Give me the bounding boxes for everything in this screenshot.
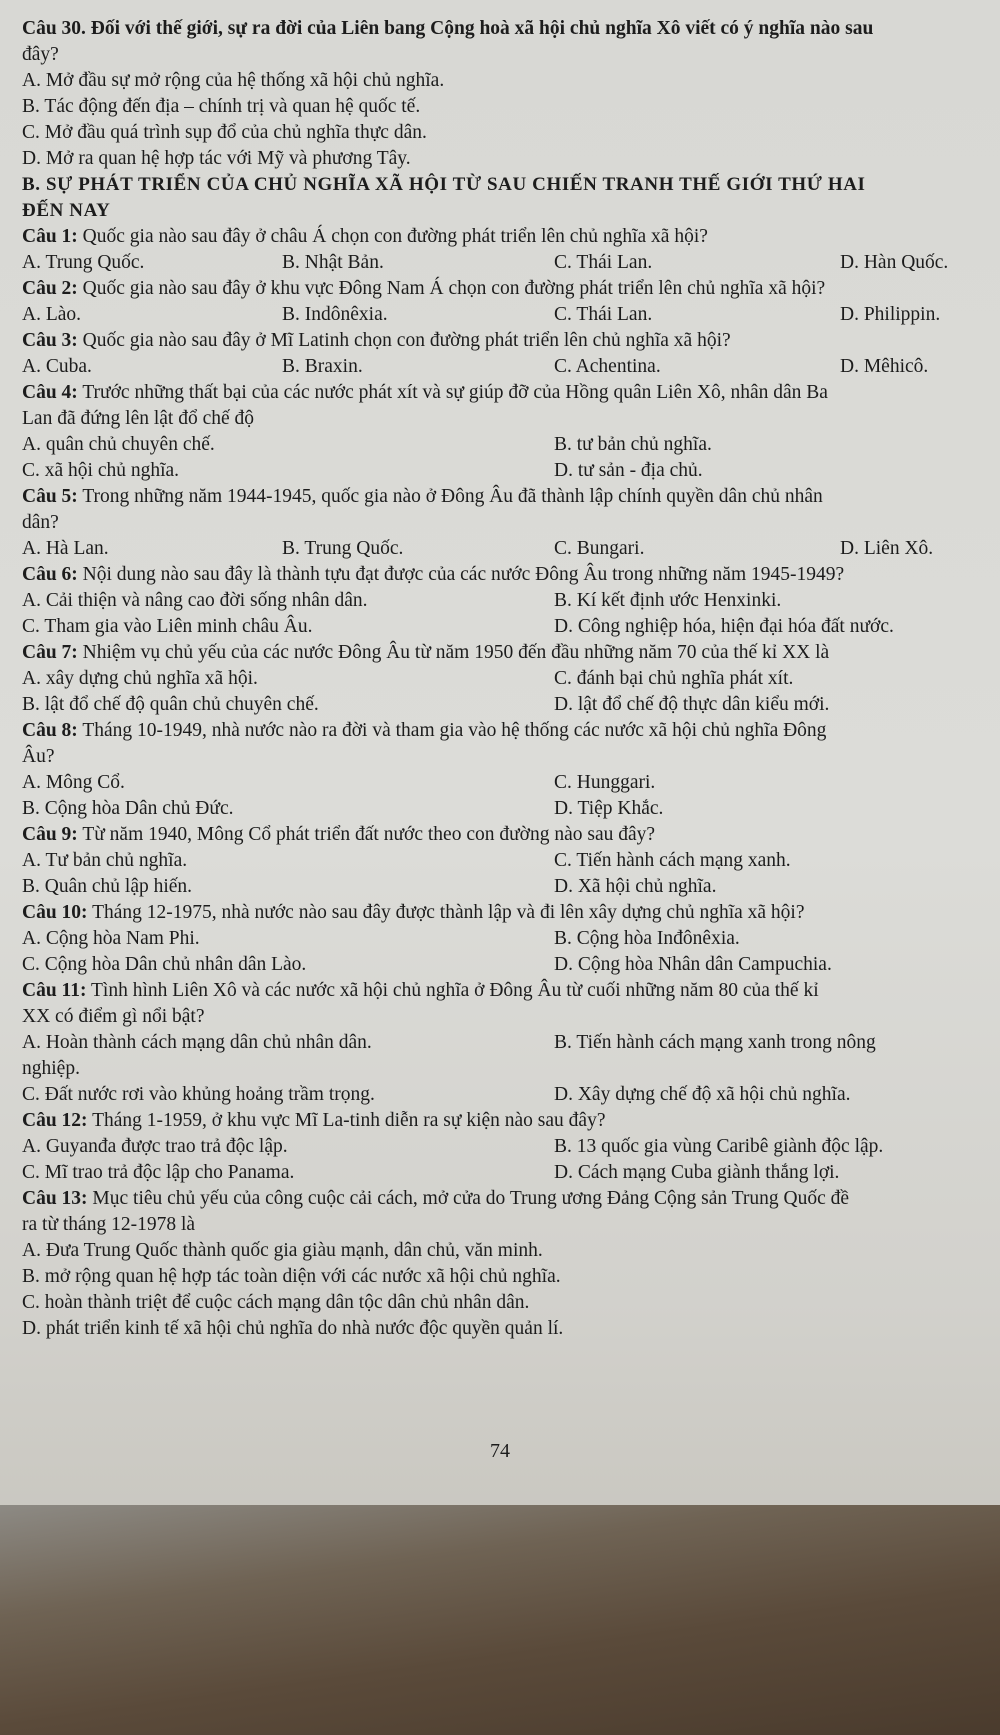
- q8-option-a: A. Mông Cổ.: [22, 772, 125, 793]
- q6-option-b: B. Kí kết định ước Henxinki.: [554, 590, 782, 611]
- q9-options-row-2: [22, 874, 982, 900]
- q13-stem-line-2: ra từ tháng 12-1978 là: [22, 1214, 196, 1235]
- q5-stem-line-2: dân?: [22, 512, 59, 533]
- q7-option-c: C. đánh bại chủ nghĩa phát xít.: [554, 668, 794, 689]
- q8-label: Câu 8:: [22, 720, 78, 741]
- q4-options-row-1: [22, 432, 982, 458]
- q6-option-a: A. Cải thiện và nâng cao đời sống nhân dân.: [22, 590, 368, 611]
- q8-option-b: B. Cộng hòa Dân chủ Đức.: [22, 798, 234, 819]
- q9-stem-text: Từ năm 1940, Mông Cổ phát triển đất nước theo con đường nào sau đây?: [77, 824, 656, 845]
- q8-option-d: D. Tiệp Khắc.: [554, 798, 664, 819]
- q4-option-b: B. tư bản chủ nghĩa.: [554, 434, 712, 455]
- q12-options-row-1: [22, 1134, 982, 1160]
- page-number: 74: [490, 1440, 510, 1462]
- q2-option-c: C. Thái Lan.: [554, 304, 653, 325]
- q1-option-d: D. Hàn Quốc.: [840, 252, 949, 273]
- background-surface: [0, 1505, 1000, 1735]
- q4-options-row-2: [22, 458, 982, 484]
- q5-options: [22, 536, 982, 562]
- q9-option-a: A. Tư bản chủ nghĩa.: [22, 850, 188, 871]
- q6-options-row-1: [22, 588, 982, 614]
- q5-option-a: A. Hà Lan.: [22, 538, 109, 559]
- q9-option-d: D. Xã hội chủ nghĩa.: [554, 876, 717, 897]
- q30-option-d: D. Mở ra quan hệ hợp tác với Mỹ và phương Tây.: [22, 148, 411, 169]
- q11-option-b-line-2: nghiệp.: [22, 1058, 80, 1079]
- q12-option-b: B. 13 quốc gia vùng Caribê giành độc lập.: [554, 1136, 884, 1157]
- q7-option-d: D. lật đổ chế độ thực dân kiểu mới.: [554, 694, 830, 715]
- q6-option-c: C. Tham gia vào Liên minh châu Âu.: [22, 616, 313, 637]
- q6-label: Câu 6:: [22, 564, 78, 585]
- q12-option-a: A. Guyanđa được trao trả độc lập.: [22, 1136, 288, 1157]
- q5-option-b: B. Trung Quốc.: [282, 538, 404, 559]
- q9-label: Câu 9:: [22, 824, 78, 845]
- q11-option-d: D. Xây dựng chế độ xã hội chủ nghĩa.: [554, 1084, 851, 1105]
- q30-stem-line-1: Câu 30. Đối với thế giới, sự ra đời của Liên bang Cộng hoà xã hội chủ nghĩa Xô viết có ý nghĩa nào sau: [22, 18, 874, 39]
- q10-option-a: A. Cộng hòa Nam Phi.: [22, 928, 200, 949]
- q5-stem: [22, 484, 982, 510]
- q8-option-c: C. Hunggari.: [554, 772, 656, 793]
- q11-option-b: B. Tiến hành cách mạng xanh trong nông: [554, 1032, 876, 1053]
- q30-option-b: B. Tác động đến địa – chính trị và quan hệ quốc tế.: [22, 96, 421, 117]
- q30-stem: [22, 16, 982, 42]
- q6-option-d: D. Công nghiệp hóa, hiện đại hóa đất nước.: [554, 616, 894, 637]
- q2-label: Câu 2:: [22, 278, 78, 299]
- q5-stem-text: Trong những năm 1944-1945, quốc gia nào ở Đông Âu đã thành lập chính quyền dân chủ nhân: [77, 486, 823, 507]
- q7-stem-text: Nhiệm vụ chủ yếu của các nước Đông Âu từ năm 1950 đến đầu những năm 70 của thế kỉ XX là: [77, 642, 830, 663]
- q10-stem: [22, 900, 982, 926]
- q4-option-a: A. quân chủ chuyên chế.: [22, 434, 215, 455]
- section-heading-line-2: ĐẾN NAY: [22, 200, 111, 221]
- q2-options: [22, 302, 982, 328]
- q30-option-c: C. Mở đầu quá trình sụp đổ của chủ nghĩa thực dân.: [22, 122, 427, 143]
- q13-option-a: A. Đưa Trung Quốc thành quốc gia giàu mạnh, dân chủ, văn minh.: [22, 1240, 543, 1261]
- q1-option-b: B. Nhật Bản.: [282, 252, 384, 273]
- q4-option-d: D. tư sản - địa chủ.: [554, 460, 703, 481]
- q10-stem-text: Tháng 12-1975, nhà nước nào sau đây được thành lập và đi lên xây dựng chủ nghĩa xã hội?: [87, 902, 805, 923]
- q7-options-row-1: [22, 666, 982, 692]
- q1-stem-text: Quốc gia nào sau đây ở châu Á chọn con đường phát triển lên chủ nghĩa xã hội?: [77, 226, 708, 247]
- q8-options-row-1: [22, 770, 982, 796]
- q6-options-row-2: [22, 614, 982, 640]
- q13-stem-text: Mục tiêu chủ yếu của công cuộc cải cách, mở cửa do Trung ương Đảng Cộng sản Trung Quốc đề: [87, 1188, 850, 1209]
- q1-option-a: A. Trung Quốc.: [22, 252, 145, 273]
- q3-option-b: B. Braxin.: [282, 356, 363, 377]
- q6-stem: [22, 562, 982, 588]
- q10-options-row-2: [22, 952, 982, 978]
- q11-stem-line-2: XX có điểm gì nổi bật?: [22, 1006, 205, 1027]
- q10-option-d: D. Cộng hòa Nhân dân Campuchia.: [554, 954, 832, 975]
- q3-option-a: A. Cuba.: [22, 356, 92, 377]
- q4-label: Câu 4:: [22, 382, 78, 403]
- q1-label: Câu 1:: [22, 226, 78, 247]
- q11-option-a: A. Hoàn thành cách mạng dân chủ nhân dân.: [22, 1032, 372, 1053]
- q11-options-row-2: [22, 1082, 982, 1108]
- q5-option-d: D. Liên Xô.: [840, 538, 934, 559]
- q13-option-d: D. phát triển kinh tế xã hội chủ nghĩa do nhà nước độc quyền quản lí.: [22, 1318, 564, 1339]
- q8-stem-text: Tháng 10-1949, nhà nước nào ra đời và tham gia vào hệ thống các nước xã hội chủ nghĩa Đông: [77, 720, 827, 741]
- q9-option-c: C. Tiến hành cách mạng xanh.: [554, 850, 791, 871]
- q10-options-row-1: [22, 926, 982, 952]
- q8-stem-line-2: Âu?: [22, 746, 55, 767]
- q7-label: Câu 7:: [22, 642, 78, 663]
- q13-label: Câu 13:: [22, 1188, 88, 1209]
- q3-stem: [22, 328, 982, 354]
- q13-option-c: C. hoàn thành triệt để cuộc cách mạng dân tộc dân chủ nhân dân.: [22, 1292, 530, 1313]
- q7-option-a: A. xây dựng chủ nghĩa xã hội.: [22, 668, 258, 689]
- q12-option-c: C. Mĩ trao trả độc lập cho Panama.: [22, 1162, 295, 1183]
- q9-options-row-1: [22, 848, 982, 874]
- q2-option-b: B. Indônêxia.: [282, 304, 388, 325]
- q1-options: [22, 250, 982, 276]
- q7-option-b: B. lật đổ chế độ quân chủ chuyên chế.: [22, 694, 319, 715]
- q10-option-b: B. Cộng hòa Inđônêxia.: [554, 928, 740, 949]
- q30-stem-line-2: đây?: [22, 44, 59, 65]
- q7-options-row-2: [22, 692, 982, 718]
- q2-option-d: D. Philippin.: [840, 304, 941, 325]
- q3-option-d: D. Mêhicô.: [840, 356, 929, 377]
- q12-option-d: D. Cách mạng Cuba giành thắng lợi.: [554, 1162, 840, 1183]
- q13-option-b: B. mở rộng quan hệ hợp tác toàn diện với các nước xã hội chủ nghĩa.: [22, 1266, 561, 1287]
- q12-stem-text: Tháng 1-1959, ở khu vực Mĩ La-tinh diễn ra sự kiện nào sau đây?: [87, 1110, 606, 1131]
- q13-stem: [22, 1186, 982, 1212]
- q12-stem: [22, 1108, 982, 1134]
- q4-option-c: C. xã hội chủ nghĩa.: [22, 460, 180, 481]
- q4-stem-line-2: Lan đã đứng lên lật đổ chế độ: [22, 408, 255, 429]
- q12-options-row-2: [22, 1160, 982, 1186]
- q4-stem-text: Trước những thất bại của các nước phát xít và sự giúp đỡ của Hồng quân Liên Xô, nhân dân Ba: [77, 382, 828, 403]
- q3-option-c: C. Achentina.: [554, 356, 661, 377]
- q11-stem: [22, 978, 982, 1004]
- q12-label: Câu 12:: [22, 1110, 88, 1131]
- q6-stem-text: Nội dung nào sau đây là thành tựu đạt được của các nước Đông Âu trong những năm 1945-1949?: [77, 564, 845, 585]
- q10-option-c: C. Cộng hòa Dân chủ nhân dân Lào.: [22, 954, 307, 975]
- q10-label: Câu 10:: [22, 902, 88, 923]
- q2-stem: [22, 276, 982, 302]
- q2-stem-text: Quốc gia nào sau đây ở khu vực Đông Nam Á chọn con đường phát triển lên chủ nghĩa xã hội?: [77, 278, 826, 299]
- q1-option-c: C. Thái Lan.: [554, 252, 653, 273]
- q4-stem: [22, 380, 982, 406]
- q1-stem: [22, 224, 982, 250]
- document-body: [22, 16, 982, 1342]
- q9-option-b: B. Quân chủ lập hiến.: [22, 876, 193, 897]
- q30-option-a: A. Mở đầu sự mở rộng của hệ thống xã hội chủ nghĩa.: [22, 70, 445, 91]
- q9-stem: [22, 822, 982, 848]
- q11-options-row-1: [22, 1030, 982, 1056]
- q11-label: Câu 11:: [22, 980, 87, 1001]
- q11-option-c: C. Đất nước rơi vào khủng hoảng trầm trọng.: [22, 1084, 375, 1105]
- q11-stem-text: Tình hình Liên Xô và các nước xã hội chủ nghĩa ở Đông Âu từ cuối những năm 80 của thế kỉ: [86, 980, 819, 1001]
- section-heading: B. SỰ PHÁT TRIỂN CỦA CHỦ NGHĨA XÃ HỘI TỪ SAU CHIẾN TRANH THẾ GIỚI THỨ HAI: [22, 174, 866, 195]
- q3-options: [22, 354, 982, 380]
- q8-stem: [22, 718, 982, 744]
- q8-options-row-2: [22, 796, 982, 822]
- q2-option-a: A. Lào.: [22, 304, 82, 325]
- q5-option-c: C. Bungari.: [554, 538, 645, 559]
- q5-label: Câu 5:: [22, 486, 78, 507]
- q7-stem: [22, 640, 982, 666]
- q3-label: Câu 3:: [22, 330, 78, 351]
- q3-stem-text: Quốc gia nào sau đây ở Mĩ Latinh chọn con đường phát triển lên chủ nghĩa xã hội?: [77, 330, 731, 351]
